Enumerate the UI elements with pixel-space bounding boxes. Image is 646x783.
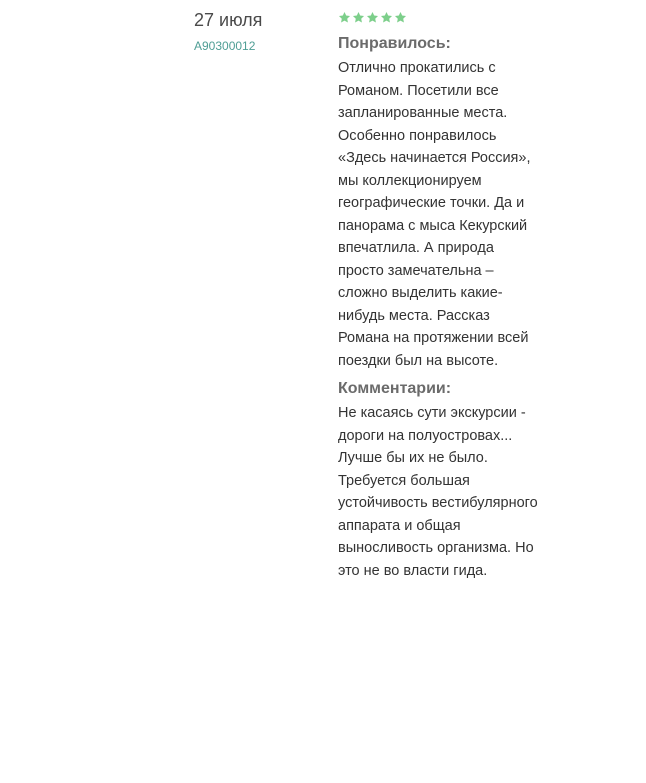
liked-text: Отлично прокатились с Романом. Посетили все запланированные места. Особенно понравилось «Здесь начинается Россия», мы коллекционируем географические точки. Да и панорама с мыса Кекурский впечатлила. А природа просто замечательна – сложно выделить какие-нибудь места. Рассказ Романа на протяжении всей поездки был на высоте. [338, 60, 531, 369]
comments-text: Не касаясь сути экскурсии - дороги на полуостровах... Лучше бы их не было. Требуется большая устойчивость вестибулярного аппарата и общая выносливость организма. Но это не во власти гида. [338, 405, 538, 579]
star-icon [352, 11, 365, 24]
review-content [338, 11, 543, 582]
star-icon [394, 11, 407, 24]
star-icon [338, 11, 351, 24]
liked-title: Понравилось: [338, 35, 451, 52]
star-icon [366, 11, 379, 24]
rating-stars [338, 11, 543, 25]
order-id: A90300012 [194, 39, 256, 53]
review-meta [194, 9, 324, 54]
star-icon [380, 11, 393, 24]
review-date: 27 июля [194, 10, 263, 30]
comments-title: Комментарии: [338, 380, 452, 397]
